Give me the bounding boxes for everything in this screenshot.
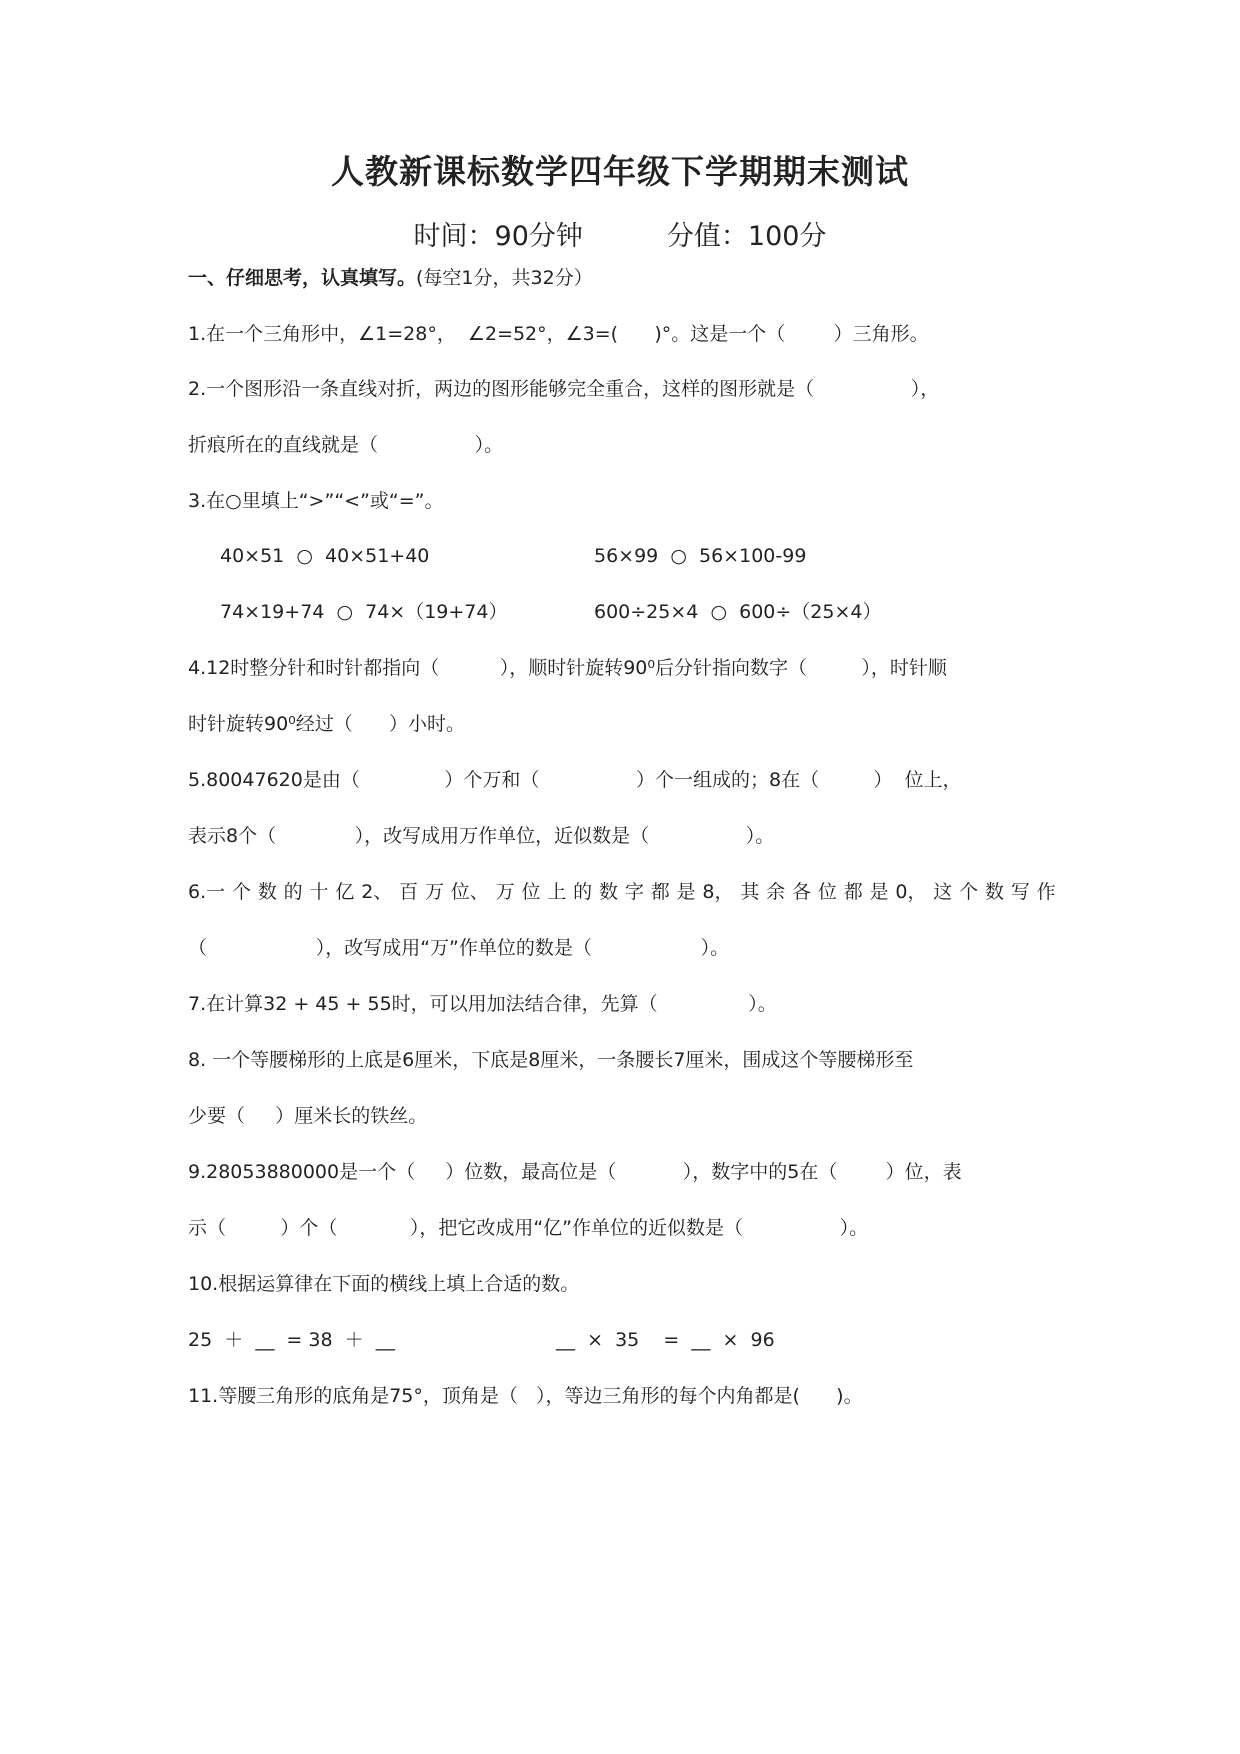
question-6-token: 的 bbox=[573, 881, 593, 903]
question-6-token: 个 bbox=[231, 881, 251, 903]
question-8-line-2: 少要（ ）厘米长的铁丝。 bbox=[188, 1105, 428, 1127]
question-6-token: 都 bbox=[650, 881, 670, 903]
question-6-token: 百 bbox=[399, 881, 419, 903]
question-6-token: 的 bbox=[283, 881, 303, 903]
compare-item-1: 40×51 ○ 40×51+40 bbox=[220, 545, 430, 567]
question-10: 10.根据运算律在下面的横线上填上合适的数。 bbox=[188, 1273, 580, 1295]
question-6-token: 位、 bbox=[450, 881, 489, 903]
exam-info bbox=[0, 214, 1240, 253]
question-9-line-1: 9.28053880000是一个（ ）位数，最高位是（ ），数字中的5在（ ）位，表 bbox=[188, 1161, 962, 1183]
compare-item-4: 600÷25×4 ○ 600÷（25×4） bbox=[594, 601, 882, 623]
question-6-token: 数 bbox=[257, 881, 277, 903]
question-6-token: 亿 bbox=[335, 881, 355, 903]
question-6-token: 0， bbox=[895, 881, 927, 903]
question-6-line-1 bbox=[188, 878, 1056, 906]
exam-time: 时间：90分钟 bbox=[413, 221, 583, 252]
section-1-note: (每空1分，共32分） bbox=[416, 267, 593, 289]
question-7: 7.在计算32 + 45 + 55时，可以用加法结合律，先算（ ）。 bbox=[188, 993, 777, 1015]
question-6-token: 数 bbox=[984, 881, 1004, 903]
question-5-line-2: 表示8个（ ），改写成用万作单位，近似数是（ ）。 bbox=[188, 825, 775, 847]
question-6-token: 其 bbox=[740, 881, 760, 903]
question-6-line-2: （ ），改写成用“万”作单位的数是（ ）。 bbox=[188, 937, 730, 959]
question-6-token: 各 bbox=[792, 881, 812, 903]
question-6-token: 是 bbox=[869, 881, 889, 903]
question-6-token: 都 bbox=[843, 881, 863, 903]
question-6-token: 8， bbox=[702, 881, 734, 903]
question-6-token: 作 bbox=[1036, 881, 1056, 903]
fill-blank-right: __ × 35 = __ × 96 bbox=[556, 1329, 775, 1351]
question-6-token: 是 bbox=[676, 881, 696, 903]
question-11: 11.等腰三角形的底角是75°，顶角是（ ），等边三角形的每个内角都是( )。 bbox=[188, 1385, 863, 1407]
question-6-token: 数 bbox=[599, 881, 619, 903]
question-6-token: 万 bbox=[424, 881, 444, 903]
fill-blank-left: 25 ＋ __ = 38 ＋ __ bbox=[188, 1329, 395, 1351]
question-4-line-1: 4.12时整分针和时针都指向（ ），顺时针旋转90⁰后分针指向数字（ ），时针顺 bbox=[188, 657, 947, 679]
question-9-line-2: 示（ ）个（ ），把它改成用“亿”作单位的近似数是（ ）。 bbox=[188, 1217, 869, 1239]
exam-score: 分值：100分 bbox=[666, 221, 827, 252]
question-6-token: 写 bbox=[1010, 881, 1030, 903]
question-2-line-1: 2.一个图形沿一条直线对折，两边的图形能够完全重合，这样的图形就是（ ）， bbox=[188, 378, 940, 400]
document-title: 人教新课标数学四年级下学期期末测试 bbox=[331, 152, 909, 191]
question-6-token: 上 bbox=[547, 881, 567, 903]
question-6-token: 位 bbox=[817, 881, 837, 903]
question-4-line-2: 时针旋转90⁰经过（ ）小时。 bbox=[188, 713, 466, 735]
question-6-token: 位 bbox=[521, 881, 541, 903]
section-1-title: 一、仔细思考，认真填写。 bbox=[188, 267, 417, 289]
question-6-token: 2、 bbox=[361, 881, 393, 903]
question-6-token: 余 bbox=[766, 881, 786, 903]
compare-item-2: 56×99 ○ 56×100-99 bbox=[594, 545, 807, 567]
compare-item-3: 74×19+74 ○ 74×（19+74） bbox=[220, 601, 508, 623]
question-1: 1.在一个三角形中，∠1=28°， ∠2=52°，∠3=( )°。这是一个（ ）三角形。 bbox=[188, 323, 929, 345]
question-6-token: 十 bbox=[309, 881, 329, 903]
question-3: 3.在○里填上“>”“<”或“=”。 bbox=[188, 490, 444, 512]
question-5-line-1: 5.80047620是由（ ）个万和（ ）个一组成的；8在（ ） 位上， bbox=[188, 769, 962, 791]
question-6-token: 这 bbox=[933, 881, 953, 903]
question-2-line-2: 折痕所在的直线就是（ ）。 bbox=[188, 434, 504, 456]
question-6-token: 字 bbox=[624, 881, 644, 903]
question-6-token: 6.一 bbox=[188, 881, 226, 903]
question-8-line-1: 8. 一个等腰梯形的上底是6厘米，下底是8厘米，一条腰长7厘米，围成这个等腰梯形至 bbox=[188, 1049, 914, 1071]
question-6-token: 个 bbox=[959, 881, 979, 903]
section-1-heading bbox=[188, 264, 593, 292]
question-6-token: 万 bbox=[495, 881, 515, 903]
